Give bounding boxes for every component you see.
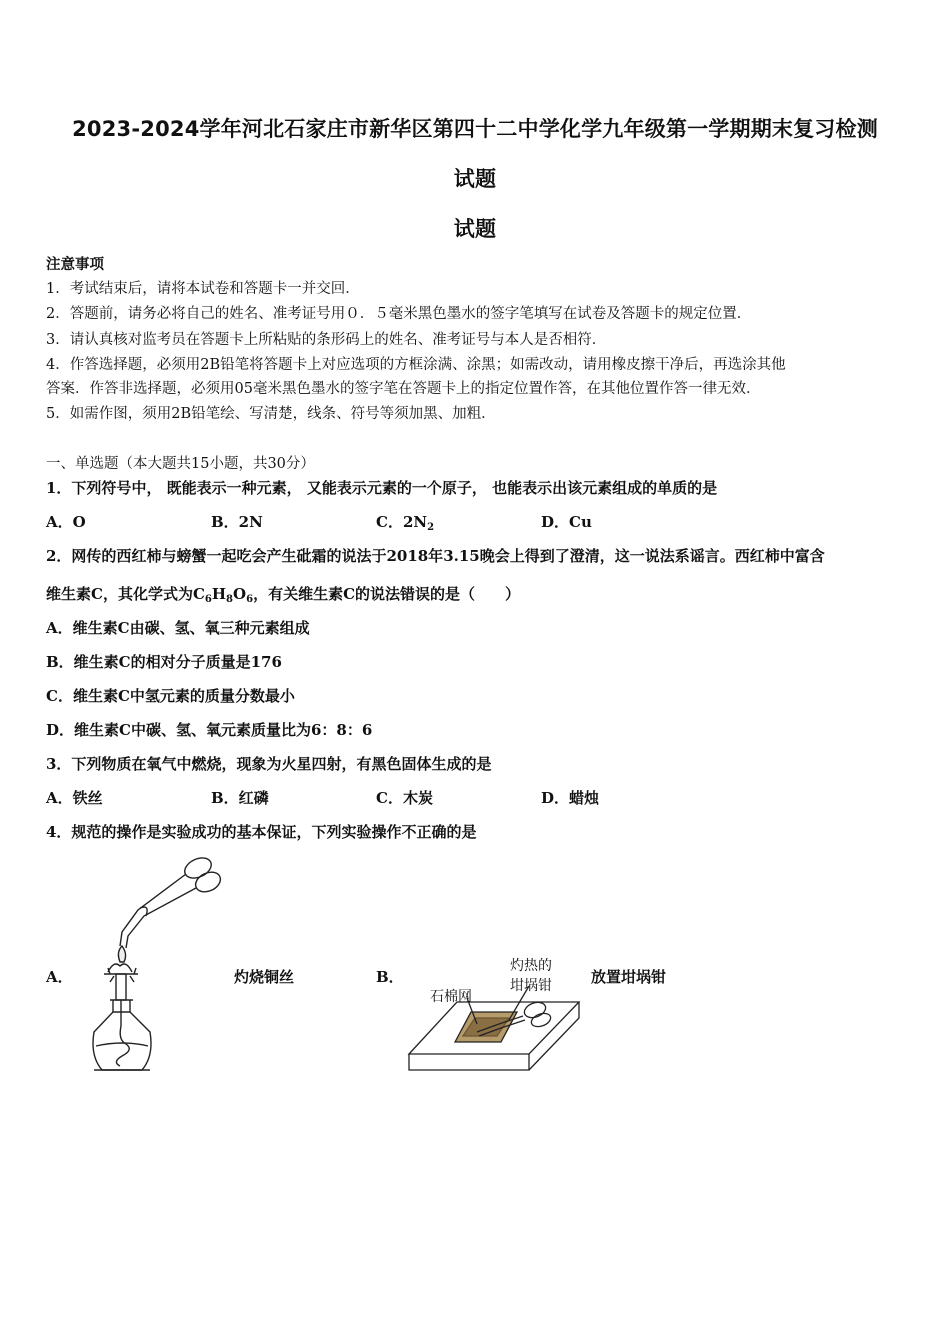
q2-option-d: D．维生素C中碳、氢、氧元素质量比为6：8：6: [46, 721, 373, 739]
q4-option-a-caption: 灼烧铜丝: [234, 968, 295, 986]
q4-option-b-letter: B．: [376, 968, 404, 986]
q2-option-b: B．维生素C的相对分子质量是176: [46, 653, 282, 671]
q2-option-a: A．维生素C由碳、氢、氧三种元素组成: [46, 619, 310, 637]
question-1-stem: 1．下列符号中， 既能表示一种元素， 又能表示元素的一个原子， 也能表示出该元素组成的单质的是: [46, 479, 718, 497]
alcohol-lamp-figure: [80, 850, 230, 1080]
q3-option-d: D．蜡烛: [541, 789, 600, 807]
figure-label-tongs-line1: 灼热的: [510, 958, 552, 974]
notice-heading: 注意事项: [46, 256, 104, 273]
q2-subscript: 6: [246, 594, 254, 605]
q2-text: 维生素C，其化学式为C: [46, 585, 205, 603]
q3-option-b: B．红磷: [211, 789, 269, 807]
q3-option-a: A．铁丝: [46, 789, 103, 807]
page-title: 2023-2024学年河北石家庄市新华区第四十二中学化学九年级第一学期期末复习检测: [72, 117, 878, 141]
q3-option-c: C．木炭: [376, 789, 433, 807]
crucible-tongs-figure: [405, 950, 585, 1080]
q1-option-c: [376, 511, 434, 533]
q2-text: O: [233, 585, 247, 603]
notice-item: 2．答题前，请务必将自己的姓名、准考证号用０．５毫米黑色墨水的签字笔填写在试卷及答题卡的规定位置．: [46, 306, 752, 322]
notice-item: 答案．作答非选择题，必须用05毫米黑色墨水的签字笔在答题卡上的指定位置作答，在其他位置作答一律无效．: [46, 381, 761, 397]
notice-item: 3．请认真核对监考员在答题卡上所粘贴的条形码上的姓名、准考证号与本人是否相符．: [46, 332, 607, 348]
page-title-continued: 试题: [453, 167, 497, 191]
page-subtitle: 试题: [453, 217, 497, 241]
question-2-stem-line2: [46, 583, 520, 605]
figure-label-mesh: 石棉网: [430, 989, 472, 1005]
question-2-stem-line1: 2．网传的西红柿与螃蟹一起吃会产生砒霜的说法于2018年3.15晚会上得到了澄清，这一说法系谣言。西红柿中富含: [46, 547, 825, 565]
q4-option-a-letter: A．: [46, 968, 73, 986]
q1-option-b: B．2N: [211, 513, 263, 531]
notice-item: 5．如需作图，须用2B铅笔绘、写清楚，线条、符号等须加黑、加粗．: [46, 406, 496, 422]
q2-text: ，有关维生素C的说法错误的是（ ）: [253, 585, 521, 603]
q1-option-a: A．O: [46, 513, 86, 531]
q2-subscript: 6: [204, 594, 212, 605]
question-4-stem: 4．规范的操作是实验成功的基本保证，下列实验操作不正确的是: [46, 823, 477, 841]
q4-option-b-caption: 放置坩埚钳: [591, 968, 667, 986]
notice-item: 1．考试结束后，请将本试卷和答题卡一并交回．: [46, 281, 360, 297]
q1-option-c-subscript: 2: [427, 522, 435, 533]
q1-option-c-text: C．2N: [376, 513, 428, 531]
q2-text: H: [211, 585, 227, 603]
question-3-stem: 3．下列物质在氧气中燃烧，现象为火星四射，有黑色固体生成的是: [46, 755, 492, 773]
q1-option-d: D．Cu: [541, 513, 592, 531]
q2-option-c: C．维生素C中氢元素的质量分数最小: [46, 687, 295, 705]
figure-label-tongs-line2: 坩埚钳: [510, 978, 552, 994]
section-heading: 一、单选题（本大题共15小题，共30分）: [46, 456, 315, 472]
q2-subscript: 8: [226, 594, 234, 605]
notice-item: 4．作答选择题，必须用2B铅笔将答题卡上对应选项的方框涂满、涂黑；如需改动，请用橡皮擦干净后，再选涂其他: [46, 357, 786, 373]
